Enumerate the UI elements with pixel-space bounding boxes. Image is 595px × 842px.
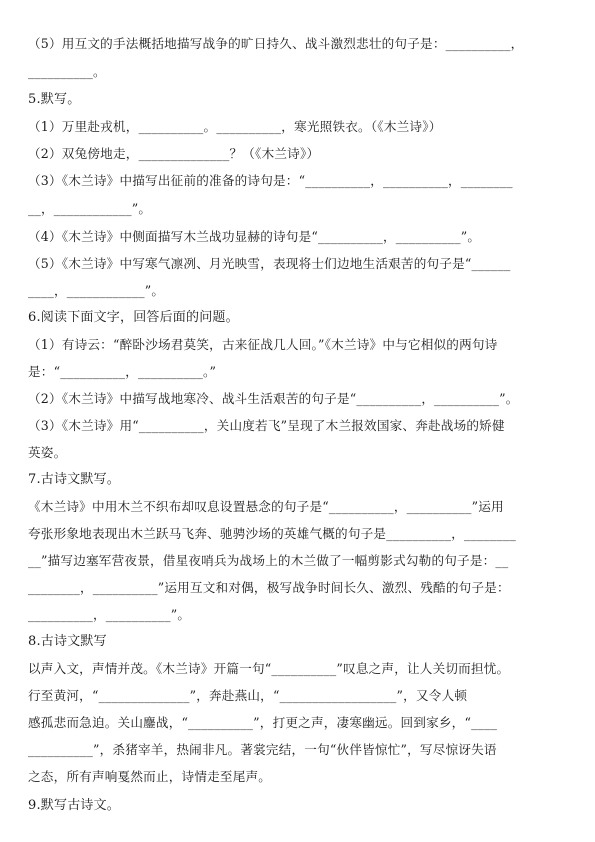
- section-5-title: 5.默写。: [28, 92, 81, 107]
- q5-item-5-line-2: ____，____________”。: [28, 283, 165, 298]
- q7-text-line-5: __________，__________”。: [28, 607, 191, 622]
- q5-item-5-line-1: （5）《木兰诗》中写寒气凛冽、月光映雪，表现将士们边地生活艰苦的句子是“______: [28, 256, 511, 271]
- section-8-title: 8.古诗文默写: [28, 634, 107, 649]
- section-9-title: 9.默写古诗文。: [28, 798, 121, 813]
- q5-item-1: （1）万里赴戎机，__________。__________，寒光照铁衣。（《木兰诗》）: [28, 119, 442, 134]
- question-5-5-line-1: （5）用互文的手法概括地描写战争的旷日持久、战斗激烈悲壮的句子是：__________，: [28, 36, 524, 51]
- q7-text-line-1: 《木兰诗》中用木兰不织布却叹息设置悬念的句子是“__________，__________”运用: [28, 499, 504, 514]
- q6-item-3-line-2: 英姿。: [28, 445, 67, 460]
- q8-text-line-3: 感孤悲而急迫。关山鏖战，“__________”，打更之声，凄寒幽远。回到家乡，“____: [28, 715, 498, 730]
- q8-text-line-4: __________”，杀猪宰羊，热闹非凡。著裳完结，一句“伙伴皆惊忙”，写尽惊讶失语: [28, 742, 497, 757]
- q8-text-line-2: 行至黄河，“______________”，奔赴燕山，“__________________”，又令人顿: [28, 688, 468, 703]
- section-6-title: 6.阅读下面文字，回答后面的问题。: [28, 310, 239, 325]
- q8-text-line-5: 之态，所有声响戛然而止，诗情走至尾声。: [28, 769, 272, 784]
- q6-item-2: （2）《木兰诗》中描写战地寒冷、战斗生活艰苦的句子是“__________，__________”。: [28, 391, 519, 406]
- section-7-title: 7.古诗文默写。: [28, 472, 121, 487]
- q5-item-2: （2）双兔傍地走，______________？（《木兰诗》）: [28, 146, 320, 161]
- q5-item-4: （4）《木兰诗》中侧面描写木兰战功显赫的诗句是“__________，__________”。: [28, 229, 481, 244]
- q5-item-3-line-2: __，____________”。: [28, 201, 152, 216]
- question-5-5-line-2: __________。: [28, 64, 106, 79]
- q6-item-3-line-1: （3）《木兰诗》用“__________，关山度若飞”呈现了木兰报效国家、奔赴战场的矫健: [28, 418, 505, 433]
- q8-text-line-1: 以声入文，声情并茂。《木兰诗》开篇一句“__________”叹息之声，让人关切而担忧。: [28, 661, 510, 676]
- q7-text-line-3: __”描写边塞军营夜景，借星夜哨兵为战场上的木兰做了一幅剪影式勾勒的句子是：__: [28, 553, 509, 568]
- q7-text-line-4: ________，__________”运用互文和对偶，极写战争时间长久、激烈、残酷的句子是：: [28, 580, 510, 595]
- q6-item-1-line-2: 是：“__________，__________。”: [28, 364, 217, 379]
- q5-item-3-line-1: （3）《木兰诗》中描写出征前的准备的诗句是：“__________，__________，________: [28, 173, 513, 188]
- q7-text-line-2: 夸张形象地表现出木兰跃马飞奔、驰骋沙场的英雄气概的句子是__________，________: [28, 526, 516, 541]
- q6-item-1-line-1: （1）有诗云：“醉卧沙场君莫笑，古来征战几人回。”《木兰诗》中与它相似的两句诗: [28, 337, 498, 352]
